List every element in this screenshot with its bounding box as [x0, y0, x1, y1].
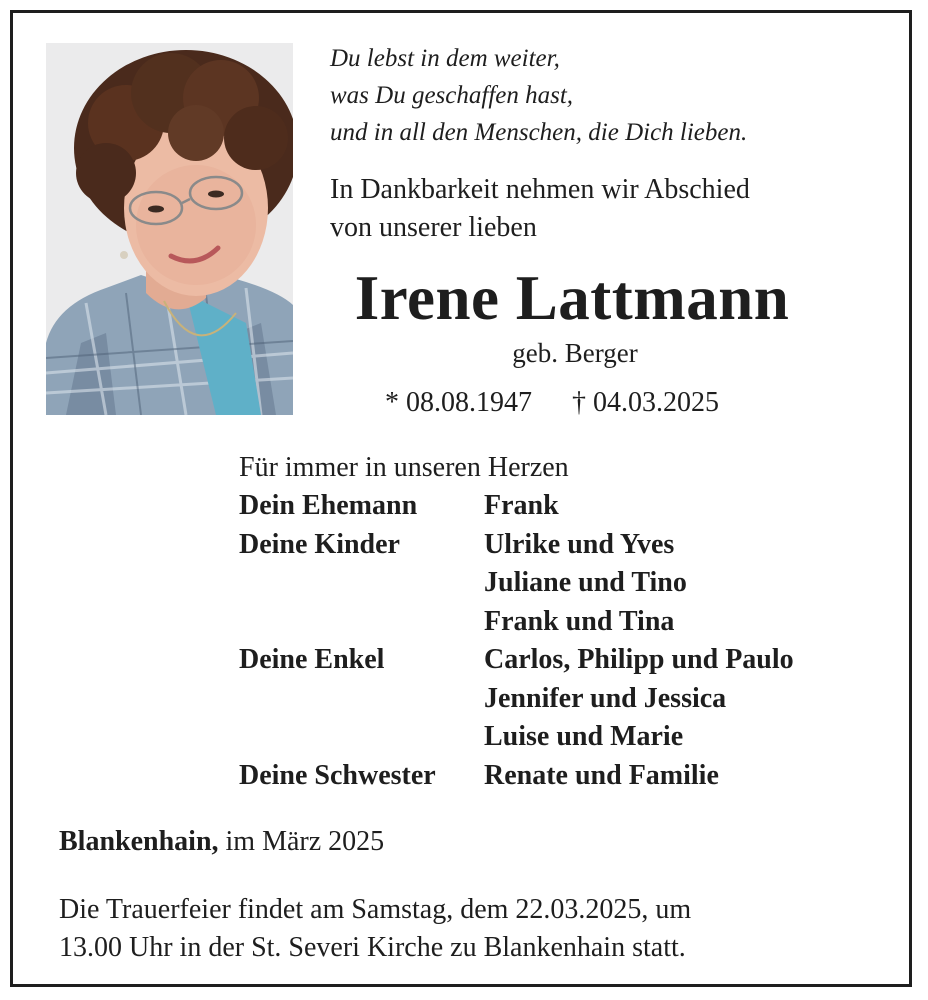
family-row	[239, 564, 794, 603]
funeral-line: Die Trauerfeier findet am Samstag, dem 22.03.2025, um	[59, 894, 692, 925]
family-row	[239, 487, 794, 526]
intro-line: von unserer lieben	[330, 212, 537, 243]
family-relation	[239, 603, 484, 642]
family-relation	[239, 564, 484, 603]
funeral-info	[59, 891, 691, 967]
poem-line: was Du geschaffen hast,	[330, 82, 574, 109]
intro-line: In Dankbarkeit nehmen wir Abschied	[330, 174, 750, 205]
family-relation: Deine Enkel	[239, 644, 385, 675]
portrait-photo	[46, 43, 293, 415]
deceased-name: Irene Lattmann	[354, 263, 790, 333]
hearts-line: Für immer in unseren Herzen	[239, 452, 569, 483]
family-names: Ulrike und Yves	[484, 528, 675, 560]
poem	[330, 40, 747, 151]
family-list	[239, 487, 794, 795]
place-date	[59, 823, 384, 861]
notice-date: im März 2025	[218, 826, 385, 857]
birth-date: * 08.08.1947	[385, 387, 532, 418]
family-relation: Deine Schwester	[239, 759, 436, 791]
maiden-name: geb. Berger	[512, 338, 638, 368]
family-row	[239, 603, 794, 642]
death-date: † 04.03.2025	[572, 387, 719, 418]
poem-line: und in all den Menschen, die Dich lieben.	[330, 119, 748, 146]
family-relation: Dein Ehemann	[239, 490, 418, 521]
life-dates	[385, 383, 719, 423]
family-row	[239, 680, 794, 719]
family-row	[239, 526, 794, 565]
family-names: Frank und Tina	[484, 605, 675, 637]
family-relation: Deine Kinder	[239, 528, 400, 560]
family-names: Luise und Marie	[484, 721, 684, 752]
intro-text	[330, 171, 750, 247]
family-relation	[239, 680, 484, 719]
family-names: Frank	[484, 490, 559, 521]
town-name: Blankenhain,	[59, 826, 219, 857]
family-names: Carlos, Philipp und Paulo	[484, 644, 794, 675]
family-row	[239, 718, 794, 757]
family-names: Renate und Familie	[484, 759, 719, 791]
family-row	[239, 757, 794, 796]
family-names: Jennifer und Jessica	[484, 682, 727, 714]
family-relation	[239, 718, 484, 757]
family-row	[239, 641, 794, 680]
poem-line: Du lebst in dem weiter,	[330, 45, 560, 72]
funeral-line: 13.00 Uhr in der St. Severi Kirche zu Blankenhain statt.	[59, 932, 686, 963]
family-names: Juliane und Tino	[484, 567, 687, 598]
